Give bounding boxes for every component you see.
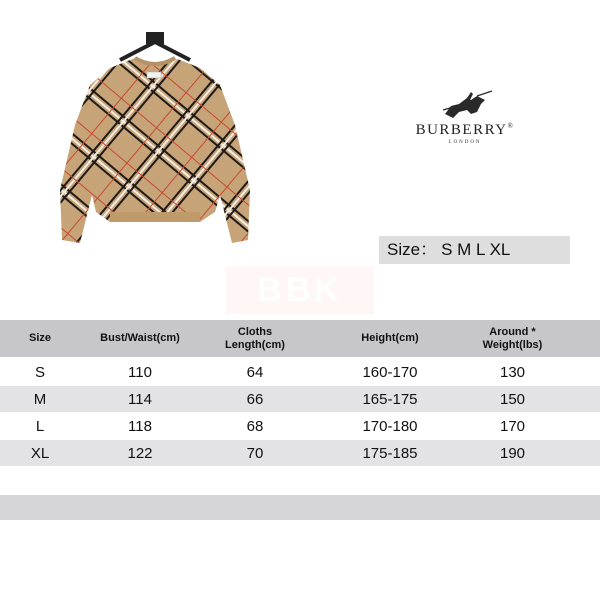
cell-height: 170-180 [362, 417, 418, 435]
table-row [0, 413, 600, 439]
cell-weight: 150 [499, 390, 526, 408]
watermark: BBK [226, 266, 374, 314]
header-bust-waist: Bust/Waist(cm) [100, 332, 180, 344]
size-banner [379, 236, 570, 264]
cell-size: L [35, 417, 45, 435]
header-weight: Around * Weight(lbs) [482, 325, 543, 351]
table-row [0, 440, 600, 466]
cell-size: XL [30, 444, 50, 462]
brand-city: LONDON [448, 140, 482, 145]
footer-bar [0, 495, 600, 520]
header-size: Size [28, 332, 51, 344]
registered-mark: ® [507, 122, 515, 130]
cell-length: 66 [246, 390, 264, 408]
table-row [0, 386, 600, 412]
header-cloths-length: Cloths Length(cm) [225, 325, 285, 351]
cell-height: 160-170 [362, 363, 418, 381]
cell-weight: 130 [499, 363, 526, 381]
cell-length: 64 [246, 363, 264, 381]
cell-length: 70 [246, 444, 264, 462]
cell-weight: 170 [499, 417, 526, 435]
cell-length: 68 [246, 417, 264, 435]
equestrian-knight-icon [437, 90, 497, 122]
cell-height: 165-175 [362, 390, 418, 408]
cell-height: 175-185 [362, 444, 418, 462]
cell-bust-waist: 118 [128, 417, 152, 435]
table-header-row [0, 320, 600, 357]
header-height: Height(cm) [361, 332, 419, 344]
cell-bust-waist: 114 [128, 390, 152, 408]
cell-size: S [34, 363, 45, 381]
brand-logo [395, 90, 535, 150]
cell-weight: 190 [499, 444, 526, 462]
size-options: S M L XL [441, 240, 511, 259]
cell-bust-waist: 122 [127, 444, 153, 462]
size-label: Size： [387, 240, 438, 259]
cell-bust-waist: 110 [128, 363, 152, 381]
product-image [50, 30, 260, 255]
table-row [0, 359, 600, 385]
cell-size: M [33, 390, 47, 408]
brand-name: BURBERRY [415, 122, 508, 138]
